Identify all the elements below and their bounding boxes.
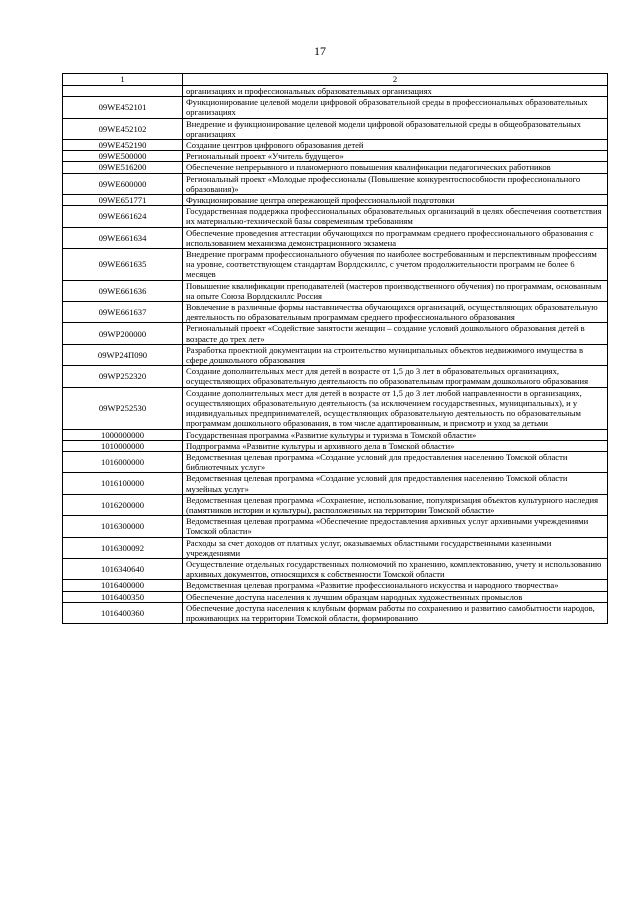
row-description: Расходы за счет доходов от платных услуг, оказываемых областными государственными казенными учреждениями [183, 537, 608, 558]
table-row [63, 151, 608, 162]
row-description: Ведомственная целевая программа «Обеспечение предоставления архивных услуг архивными учреждениями Томской области» [183, 516, 608, 537]
table-row [63, 602, 608, 623]
row-description: Региональный проект «Молодые профессионалы (Повышение конкурентоспособности профессионального образования)» [183, 173, 608, 194]
table-row [63, 249, 608, 281]
row-description: Внедрение программ профессионального обучения по наиболее востребованным и перспективным профессиям на уровне, соответствующем стандартам Ворлдскиллс, с учетом продолжительности программ не более 6 месяцев [183, 249, 608, 281]
table-row [63, 227, 608, 248]
row-code: 09WE600000 [63, 173, 183, 194]
row-description: Обеспечение доступа населения к клубным формам работы по сохранению и развитию самобытности народов, проживающих на территории Томской области, формированию [183, 602, 608, 623]
table-row [63, 366, 608, 387]
row-code: 1016340640 [63, 558, 183, 579]
row-code: 1016300092 [63, 537, 183, 558]
row-code: 09WE661634 [63, 227, 183, 248]
table-row [63, 516, 608, 537]
table-row [63, 580, 608, 591]
row-description: Региональный проект «Учитель будущего» [183, 151, 608, 162]
row-code: 1016400000 [63, 580, 183, 591]
row-description: Ведомственная целевая программа «Сохранение, использование, популяризация объектов культурного наследия (памятников истории и культуры), расположенных на территории Томской области» [183, 494, 608, 515]
table-row [63, 537, 608, 558]
row-description: Создание дополнительных мест для детей в возрасте от 1,5 до 3 лет любой направленности в организациях, осуществляющих образовательную деятельность (за исключением государственных, муниципальных), и у индивидуальных предпринимателей, осуществляющих образовательную деятельность по образовательным программам дошкольного образования, в том числе адаптированным, и присмотр и уход за детьми [183, 387, 608, 429]
row-description: Функционирование целевой модели цифровой образовательной среды в профессиональных образовательных организациях [183, 97, 608, 118]
row-description: Обеспечение проведения аттестации обучающихся по программам среднего профессионального образования с использованием механизма демонстрационного экзамена [183, 227, 608, 248]
row-code: 1016400360 [63, 602, 183, 623]
row-code: 09WE661636 [63, 280, 183, 301]
row-description: Обеспечение доступа населения к лучшим образцам народных художественных промыслов [183, 591, 608, 602]
table-row [63, 558, 608, 579]
column-header-description: 2 [183, 74, 608, 86]
row-code: 09WE661637 [63, 302, 183, 323]
table-row [63, 302, 608, 323]
row-description: Создание дополнительных мест для детей в возрасте от 1,5 до 3 лет в образовательных организациях, осуществляющих образовательную деятельность по образовательным программам дошкольного образования [183, 366, 608, 387]
row-description: Внедрение и функционирование целевой модели цифровой образовательной среды в общеобразовательных организациях [183, 118, 608, 139]
row-code: 09WE452102 [63, 118, 183, 139]
row-description: Ведомственная целевая программа «Создание условий для предоставления населению Томской области музейных услуг» [183, 473, 608, 494]
row-code: 09WE661635 [63, 249, 183, 281]
row-code: 09WP252530 [63, 387, 183, 429]
row-code: 09WE452190 [63, 140, 183, 151]
row-code: 09WE500000 [63, 151, 183, 162]
row-description: Государственная поддержка профессиональных образовательных организаций в целях обеспечения соответствия их материально-технической базы современным требованиям [183, 206, 608, 227]
row-code: 1016100000 [63, 473, 183, 494]
row-description: Повышение квалификации преподавателей (мастеров производственного обучения) по программам, основанным на опыте Союза Ворлдскиллс Россия [183, 280, 608, 301]
row-code: 09WP24П090 [63, 344, 183, 365]
table-row [63, 451, 608, 472]
table-row [63, 162, 608, 173]
page-number: 17 [314, 44, 326, 58]
row-code: 09WE651771 [63, 195, 183, 206]
table-row [63, 591, 608, 602]
table-row [63, 97, 608, 118]
table-row [63, 344, 608, 365]
row-code: 1010000000 [63, 440, 183, 451]
row-description: организациях и профессиональных образовательных организациях [183, 86, 608, 97]
row-description: Разработка проектной документации на строительство муниципальных объектов недвижимого имущества в сфере дошкольного образования [183, 344, 608, 365]
row-code: 1016200000 [63, 494, 183, 515]
table-row [63, 86, 608, 97]
table-row [63, 429, 608, 440]
table-row [63, 323, 608, 344]
row-code: 1016400350 [63, 591, 183, 602]
row-code: 1016000000 [63, 451, 183, 472]
table-row [63, 140, 608, 151]
row-code: 09WE516200 [63, 162, 183, 173]
table-row [63, 494, 608, 515]
table-row [63, 173, 608, 194]
table-row [63, 280, 608, 301]
budget-classification-table [62, 73, 608, 624]
row-code: 09WP252320 [63, 366, 183, 387]
row-description: Обеспечение непрерывного и планомерного повышения квалификации педагогических работников [183, 162, 608, 173]
row-description: Осуществление отдельных государственных полномочий по хранению, комплектованию, учету и использованию архивных документов, относящихся к собственности Томской области [183, 558, 608, 579]
row-code: 09WP200000 [63, 323, 183, 344]
table-row [63, 387, 608, 429]
row-description: Вовлечение в различные формы наставничества обучающихся организаций, осуществляющих образовательную деятельность по образовательным программам среднего профессионального образования [183, 302, 608, 323]
row-code: 09WE452101 [63, 97, 183, 118]
table-row [63, 195, 608, 206]
table-row [63, 206, 608, 227]
row-code: 1000000000 [63, 429, 183, 440]
table-row [63, 118, 608, 139]
row-description: Ведомственная целевая программа «Создание условий для предоставления населению Томской области библиотечных услуг» [183, 451, 608, 472]
column-header-code: 1 [63, 74, 183, 86]
row-description: Подпрограмма «Развитие культуры и архивного дела в Томской области» [183, 440, 608, 451]
row-code [63, 86, 183, 97]
row-code: 09WE661624 [63, 206, 183, 227]
row-description: Функционирование центра опережающей профессиональной подготовки [183, 195, 608, 206]
row-code: 1016300000 [63, 516, 183, 537]
row-description: Региональный проект «Содействие занятости женщин – создание условий дошкольного образования детей в возрасте до трех лет» [183, 323, 608, 344]
row-description: Создание центров цифрового образования детей [183, 140, 608, 151]
row-description: Ведомственная целевая программа «Развитие профессионального искусства и народного творчества» [183, 580, 608, 591]
table-row [63, 473, 608, 494]
table-header-row [63, 74, 608, 86]
row-description: Государственная программа «Развитие культуры и туризма в Томской области» [183, 429, 608, 440]
table-row [63, 440, 608, 451]
